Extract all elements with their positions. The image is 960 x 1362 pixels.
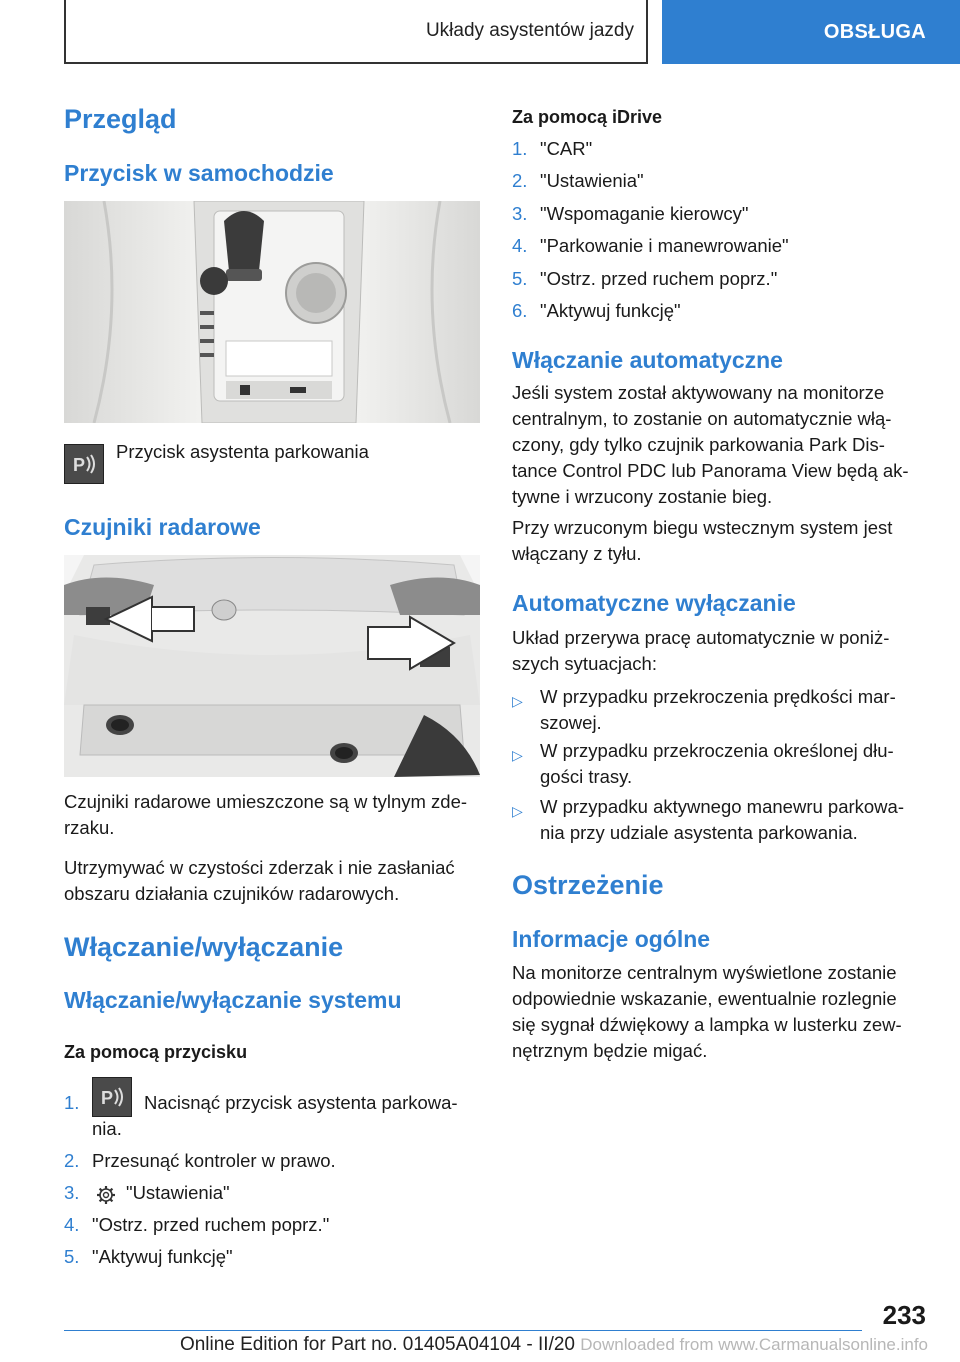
step-number: 5.	[512, 268, 528, 289]
reverse-line-1: Przy wrzuconym biegu wstecznym system jest	[512, 517, 893, 538]
auto-off-line-2: szych sytuacjach:	[512, 653, 657, 674]
general-line-1: Na monitorze centralnym wyświetlone zostanie	[512, 962, 897, 983]
heading-warning: Ostrzeżenie	[512, 870, 664, 900]
heading-via-button: Za pomocą przycisku	[64, 1042, 248, 1062]
heading-general-info: Informacje ogólne	[512, 926, 711, 952]
bullet-text: szowej.	[540, 712, 602, 733]
bullet-1	[512, 684, 922, 738]
auto-on-line-4: tance Control PDC lub Panorama View będą ak-	[512, 460, 909, 481]
parking-assistant-icon	[64, 444, 104, 484]
step-text: "Ustawienia"	[126, 1182, 230, 1203]
step-number: 2.	[64, 1150, 80, 1171]
running-header-section	[64, 0, 648, 64]
step-text: Przesunąć kontroler w prawo.	[92, 1150, 336, 1171]
heading-radar-sensors: Czujniki radarowe	[64, 514, 261, 540]
step-text: "CAR"	[540, 138, 593, 159]
caption-parking-button: Przycisk asystenta parkowania	[116, 441, 369, 462]
step-number: 4.	[64, 1214, 80, 1235]
step-text: "Parkowanie i manewrowanie"	[540, 235, 789, 256]
step-1-continuation: nia.	[92, 1118, 122, 1139]
bullet-text: W przypadku przekroczenia określonej dłu-	[540, 740, 894, 761]
footer-divider	[64, 1330, 862, 1331]
sensors-text-line1: Czujniki radarowe umieszczone są w tylnym zde-	[64, 791, 468, 812]
heading-via-idrive: Za pomocą iDrive	[512, 107, 663, 127]
heading-on-off: Włączanie/wyłączanie	[64, 932, 344, 962]
footer-edition	[64, 1334, 928, 1356]
bullet-2	[512, 738, 922, 792]
bullet-3	[512, 794, 922, 848]
step-number: 6.	[512, 300, 528, 321]
auto-off-line-1: Układ przerywa pracę automatycznie w poniż-	[512, 627, 890, 648]
step-number: 3.	[512, 203, 528, 224]
center-console-image	[64, 201, 480, 423]
bullet-text: nia przy udziale asystenta parkowania.	[540, 822, 858, 843]
step-number: 5.	[64, 1246, 80, 1267]
auto-on-line-5: tywne i wrzucony zostanie bieg.	[512, 486, 773, 507]
heading-on-off-system: Włączanie/wyłączanie systemu	[64, 987, 402, 1013]
step-number: 4.	[512, 235, 528, 256]
step-text: Nacisnąć przycisk asystenta parkowa-	[144, 1092, 458, 1113]
bullet-text: W przypadku aktywnego manewru parkowa-	[540, 796, 904, 817]
step-text: "Ostrz. przed ruchem poprz."	[92, 1214, 330, 1235]
auto-on-line-2: centralnym, to zostanie on automatycznie włą-	[512, 408, 892, 429]
triangle-bullet-icon: ▷	[512, 747, 523, 763]
heading-auto-on: Włączanie automatyczne	[512, 347, 783, 373]
watermark-text: Downloaded from www.Carmanualsonline.info	[580, 1335, 928, 1354]
section-title: Układy asystentów jazdy	[425, 20, 634, 41]
step-number: 2.	[512, 170, 528, 191]
step-text: "Aktywuj funkcję"	[540, 300, 681, 321]
step-text: "Ustawienia"	[540, 170, 644, 191]
general-line-3: się sygnał dźwiękowy a lampka w lusterku zew-	[512, 1014, 902, 1035]
heading-button-in-car: Przycisk w samochodzie	[64, 160, 334, 186]
chapter-title: OBSŁUGA	[823, 20, 926, 43]
general-line-4: nętrznym będzie migać.	[512, 1040, 708, 1061]
clean-text-line2: obszaru działania czujników radarowych.	[64, 883, 400, 904]
triangle-bullet-icon: ▷	[512, 693, 523, 709]
sensors-text-line2: rzaku.	[64, 817, 115, 838]
page-number: 233	[882, 1300, 926, 1330]
heading-overview: Przegląd	[64, 104, 177, 134]
clean-text-line1: Utrzymywać w czystości zderzak i nie zasłaniać	[64, 857, 455, 878]
step-number: 1.	[64, 1092, 80, 1113]
bullet-text: gości trasy.	[540, 766, 633, 787]
svg-text:P: P	[101, 1088, 114, 1108]
edition-text: Online Edition for Part no. 01405A04104 - II/20	[179, 1334, 575, 1355]
running-header-chapter	[662, 0, 960, 64]
step-text: "Ostrz. przed ruchem poprz."	[540, 268, 778, 289]
svg-text:P: P	[73, 455, 86, 475]
car-rear-image	[64, 555, 480, 777]
general-line-2: odpowiednie wskazanie, ewentualnie rozlegnie	[512, 988, 897, 1009]
triangle-bullet-icon: ▷	[512, 803, 523, 819]
step-text: "Wspomaganie kierowcy"	[540, 203, 749, 224]
bullet-text: W przypadku przekroczenia prędkości mar-	[540, 686, 896, 707]
reverse-line-2: włączany z tyłu.	[512, 543, 642, 564]
auto-on-line-3: czony, gdy tylko czujnik parkowania Park Dis-	[512, 434, 885, 455]
parking-assistant-icon	[92, 1077, 132, 1117]
step-number: 1.	[512, 138, 528, 159]
step-number: 3.	[64, 1182, 80, 1203]
auto-on-line-1: Jeśli system został aktywowany na monitorze	[512, 382, 885, 403]
step-text: "Aktywuj funkcję"	[92, 1246, 233, 1267]
heading-auto-off: Automatyczne wyłączanie	[512, 590, 796, 616]
